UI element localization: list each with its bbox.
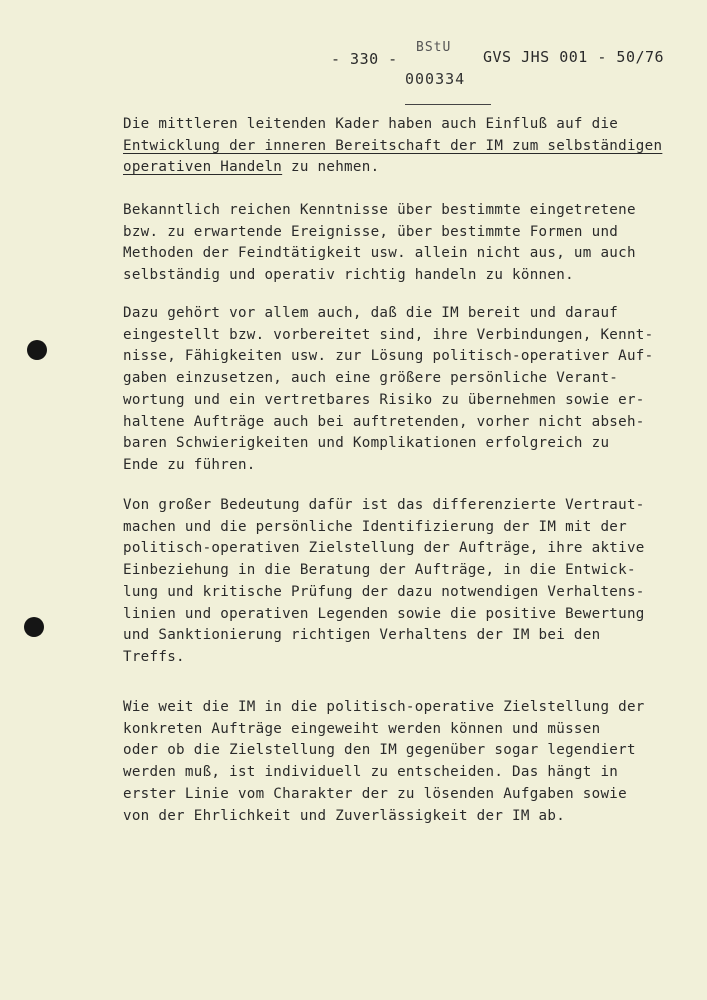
text-line: Einbeziehung in die Beratung der Aufträge, in die Entwick- <box>123 562 636 579</box>
text-line: Die mittleren leitenden Kader haben auch Einfluß auf die <box>123 116 619 132</box>
punch-hole-bottom <box>24 617 44 637</box>
text-line-underlined: Entwicklung der inneren Bereitschaft der IM zum selbständigen <box>123 137 663 154</box>
text-line: werden muß, ist individuell zu entscheiden. Das hängt in <box>123 764 619 781</box>
header-rule <box>405 104 491 105</box>
text-line: Von großer Bedeutung dafür ist das differenzierte Vertraut- <box>123 497 645 513</box>
text-line: baren Schwierigkeiten und Komplikationen erfolgreich zu <box>123 435 610 452</box>
archive-stamp: BStU <box>416 40 452 55</box>
text-line: Ende zu führen. <box>123 456 256 473</box>
archive-stamp-number: 000334 <box>405 70 466 88</box>
text-line: gaben einzusetzen, auch eine größere persönliche Verant- <box>123 370 619 387</box>
punch-hole-top <box>27 340 47 360</box>
text-line: von der Ehrlichkeit und Zuverlässigkeit der IM ab. <box>123 807 566 824</box>
paragraph-3 <box>123 303 683 477</box>
text-line <box>123 157 683 179</box>
text-line: erster Linie vom Charakter der zu lösenden Aufgaben sowie <box>123 785 627 802</box>
paragraph-1 <box>123 114 683 179</box>
text-line: Bekanntlich reichen Kenntnisse über bestimmte eingetretene <box>123 202 636 218</box>
text-line: eingestellt bzw. vorbereitet sind, ihre Verbindungen, Kennt- <box>123 326 654 343</box>
text-line: politisch-operativen Zielstellung der Aufträge, ihre aktive <box>123 540 645 557</box>
text-line: Methoden der Feindtätigkeit usw. allein nicht aus, um auch <box>123 245 636 262</box>
text-line: machen und die persönliche Identifizierung der IM mit der <box>123 518 627 535</box>
text-line: Dazu gehört vor allem auch, daß die IM bereit und darauf <box>123 305 619 321</box>
text-fragment: zu nehmen. <box>282 159 380 176</box>
text-line: selbständig und operativ richtig handeln zu können. <box>123 267 574 284</box>
text-line: haltene Aufträge auch bei auftretenden, vorher nicht abseh- <box>123 413 645 430</box>
paragraph-5 <box>123 697 683 827</box>
text-line: wortung und ein vertretbares Risiko zu übernehmen sowie er- <box>123 391 645 408</box>
paragraph-4 <box>123 495 683 669</box>
text-line: konkreten Aufträge eingeweiht werden können und müssen <box>123 720 601 737</box>
document-reference: GVS JHS 001 - 50/76 <box>483 48 665 66</box>
text-line: bzw. zu erwartende Ereignisse, über bestimmte Formen und <box>123 223 619 240</box>
text-line: nisse, Fähigkeiten usw. zur Lösung politisch-operativer Auf- <box>123 348 654 365</box>
paragraph-2 <box>123 200 683 287</box>
text-line: und Sanktionierung richtigen Verhaltens der IM bei den <box>123 627 601 644</box>
page-number: - 330 - <box>331 50 398 68</box>
text-line: linien und operativen Legenden sowie die positive Bewertung <box>123 605 645 622</box>
text-line: oder ob die Zielstellung den IM gegenüber sogar legendiert <box>123 742 636 759</box>
text-line: lung und kritische Prüfung der dazu notwendigen Verhaltens- <box>123 583 645 600</box>
text-line: Wie weit die IM in die politisch-operative Zielstellung der <box>123 699 645 715</box>
underlined-phrase: operativen Handeln <box>123 159 283 176</box>
text-line: Treffs. <box>123 648 185 665</box>
